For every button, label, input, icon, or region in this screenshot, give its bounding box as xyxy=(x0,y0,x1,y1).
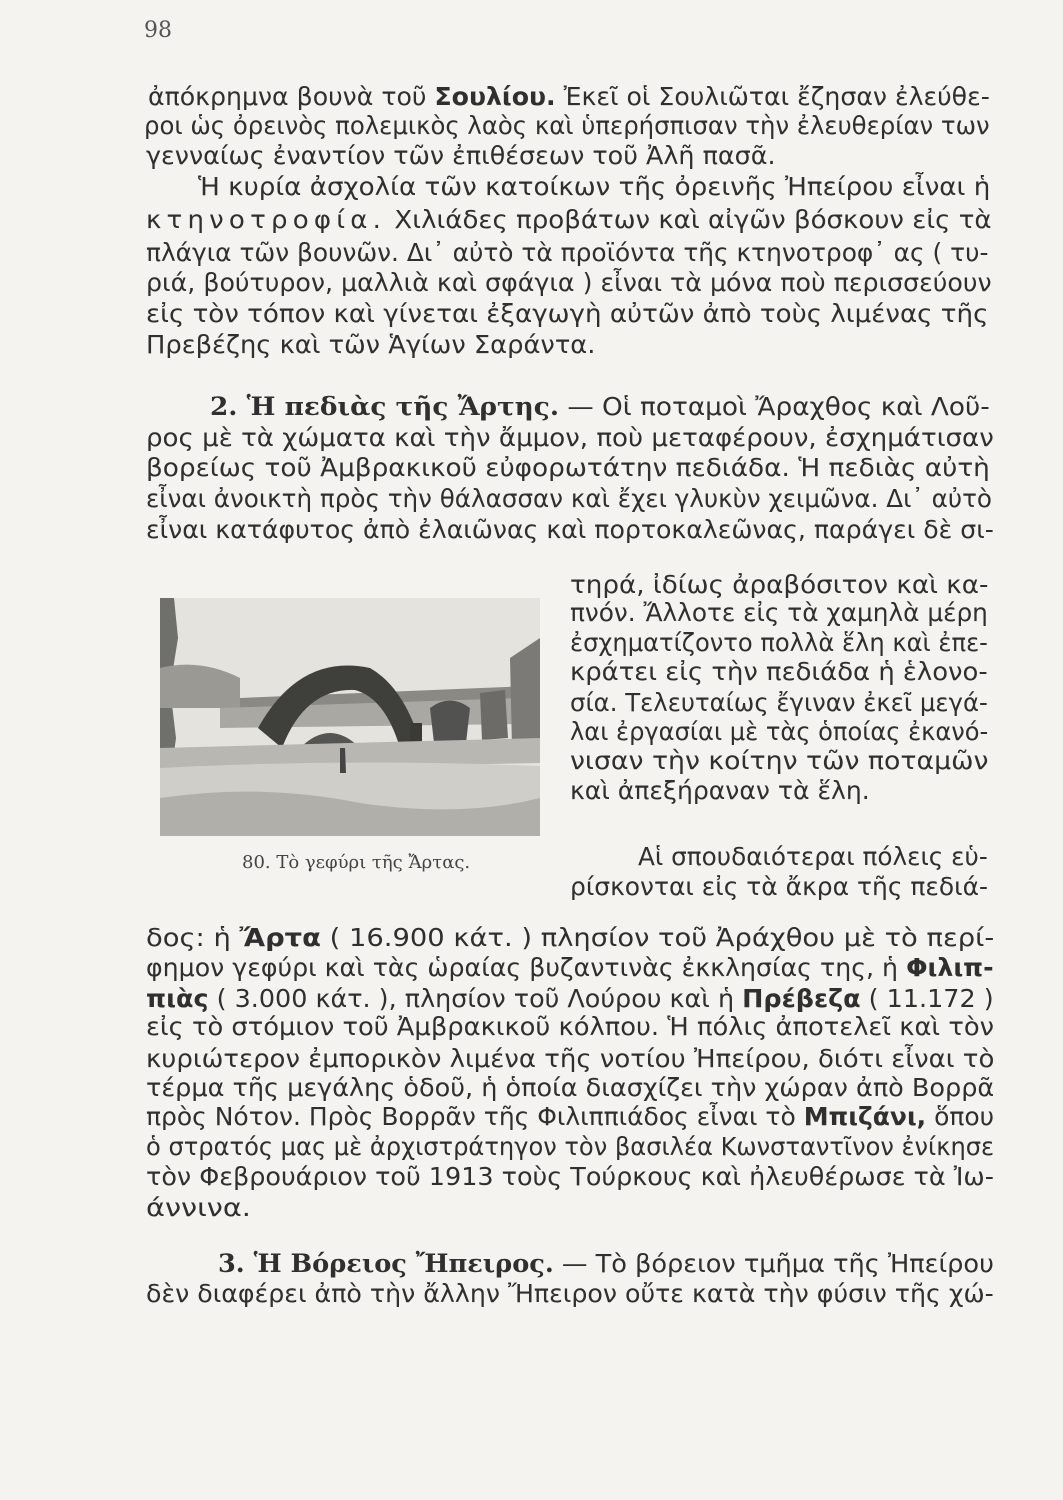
section-heading: 3. Ἡ Βόρειος Ἤπειρος. xyxy=(218,1249,554,1278)
text-run: κυριώτερον ἐμπορικὸν λιμένα τῆς νοτίου Ἠπείρου, διότι εἶναι τὸ xyxy=(146,1044,995,1073)
text-line xyxy=(570,746,988,776)
text-run: σία. Τελευταίως ἔγιναν ἐκεῖ μεγά- xyxy=(570,688,988,717)
text-line xyxy=(570,688,988,718)
text-line xyxy=(146,953,994,983)
text-run: κράτει εἰς τὴν πεδιάδα ἡ ἑλονο- xyxy=(570,657,988,686)
text-run: ὁ στρατός μας μὲ ἀρχιστράτηγον τὸν βασιλέα Κωνσταντῖνον ἐνίκησε xyxy=(146,1132,995,1161)
text-run: καὶ ἀπεξήραναν τὰ ἕλη. xyxy=(570,776,870,805)
text-line xyxy=(146,1044,994,1074)
text-line xyxy=(570,598,988,628)
bridge-photo xyxy=(160,598,540,836)
text-run: — Οἱ ποταμοὶ Ἄραχθος καὶ Λοῦ- xyxy=(559,392,990,421)
text-line xyxy=(146,330,595,360)
text-run: ( 11.172 ) xyxy=(860,984,994,1013)
page-number: 98 xyxy=(144,18,172,43)
text-run: ( 3.000 κάτ. ), πλησίον τοῦ Λούρου καὶ ἡ xyxy=(208,984,743,1013)
text-line xyxy=(146,299,988,329)
text-run: εἶναι κατάφυτος ἀπὸ ἐλαιῶνας καὶ πορτοκαλεῶνας, παράγει δὲ σι- xyxy=(146,515,994,544)
text-run: ἀπόκρημνα βουνὰ τοῦ xyxy=(148,82,435,111)
text-line xyxy=(570,872,988,902)
text-line xyxy=(570,657,988,687)
text-run: πλάγια τῶν βουνῶν. Δι᾽ αὐτὸ τὰ προϊόντα τῆς κτηνοτροφ᾽ ας ( τυ- xyxy=(146,238,989,267)
text-run: τηρά, ἰδίως ἀραβόσιτον καὶ κα- xyxy=(570,570,989,599)
text-line xyxy=(146,1073,994,1103)
text-line xyxy=(146,1279,994,1309)
text-run: λαι ἐργασίαι μὲ τὰς ὁποίας ἐκανό- xyxy=(570,717,989,746)
text-line xyxy=(146,1102,994,1132)
text-line xyxy=(144,111,990,141)
bold-term: Φιλιπ- xyxy=(906,953,994,982)
text-line xyxy=(146,984,994,1014)
text-run: εἰς τὸ στόμιον τοῦ Ἀμβρακικοῦ κόλπου. Ἡ πόλις ἀποτελεῖ καὶ τὸν xyxy=(146,1012,995,1041)
bridge-icon xyxy=(160,598,540,836)
text-line xyxy=(148,82,990,112)
text-run: τὸν Φεβρουάριον τοῦ 1913 τοὺς Τούρκους καὶ ἠλευθέρωσε τὰ Ἰω- xyxy=(146,1162,994,1191)
text-line xyxy=(146,484,992,514)
text-run: άννινα. xyxy=(146,1193,251,1222)
text-run: βορείως τοῦ Ἀμβρακικοῦ εὐφορωτάτην πεδιάδα. Ἡ πεδιὰς αὐτὴ xyxy=(146,453,990,482)
text-run: Ἐκεῖ οἱ Σουλιῶται ἔζησαν ἐλεύθε- xyxy=(555,82,990,111)
text-run: ρος μὲ τὰ χώματα καὶ τὴν ἄμμον, ποὺ μεταφέρουν, ἐσχημάτισαν xyxy=(146,423,994,452)
figure-caption: 80. Τὸ γεφύρι τῆς Ἄρτας. xyxy=(242,852,471,873)
bold-term: Μπιζάνι, xyxy=(803,1102,927,1131)
text-run: τέρμα τῆς μεγάλης ὁδοῦ, ἡ ὁποία διασχίζει τὴν χώραν ἀπὸ Βορρᾶ xyxy=(146,1073,995,1102)
text-line xyxy=(570,628,988,658)
text-line xyxy=(570,570,988,600)
text-line xyxy=(146,1162,994,1192)
text-line xyxy=(146,453,990,483)
text-run: πρὸς Νότον. Πρὸς Βορρᾶν τῆς Φιλιππιάδος εἶναι τὸ xyxy=(146,1102,804,1131)
text-run: Ἡ κυρία ἀσχολία τῶν κατοίκων τῆς ὀρεινῆς Ἠπείρου εἶναι ἡ xyxy=(198,172,991,201)
text-line xyxy=(146,923,994,953)
text-line xyxy=(146,1012,994,1042)
text-line xyxy=(218,1249,994,1279)
text-line xyxy=(198,172,990,202)
text-line xyxy=(146,268,992,298)
text-run: ροι ὡς ὀρεινὸς πολεμικὸς λαὸς καὶ ὑπερήσπισαν τὴν ἐλευθερίαν των xyxy=(144,111,990,140)
bold-term: Σουλίου. xyxy=(434,82,556,111)
text-line xyxy=(570,776,870,806)
text-run: — Τὸ βόρειον τμῆμα τῆς Ἠπείρου xyxy=(553,1249,994,1278)
text-line xyxy=(146,515,994,545)
text-run: εἰς τὸν τόπον καὶ γίνεται ἐξαγωγὴ αὐτῶν ἀπὸ τοὺς λιμένας τῆς xyxy=(146,299,989,328)
text-run: κτηνοτροφία. xyxy=(146,205,387,234)
text-line xyxy=(146,141,776,171)
text-run: ἐσχηματίζοντο πολλὰ ἕλη καὶ ἐπε- xyxy=(570,628,988,657)
text-run: ρίσκονται εἰς τὰ ἄκρα τῆς πεδιά- xyxy=(570,872,989,901)
section-heading: 2. Ἡ πεδιὰς τῆς Ἄρτης. xyxy=(210,392,560,421)
text-line xyxy=(146,1193,251,1223)
text-line xyxy=(570,717,988,747)
text-run: ριά, βούτυρον, μαλλιὰ καὶ σφάγια ) εἶναι τὰ μόνα ποὺ περισσεύουν xyxy=(146,268,992,297)
bold-term: Ἄρτα xyxy=(239,923,321,952)
text-run: Πρεβέζης καὶ τῶν Ἁγίων Σαράντα. xyxy=(146,330,596,359)
text-line xyxy=(146,423,994,453)
text-run: πνόν. Ἄλλοτε εἰς τὰ χαμηλὰ μέρη xyxy=(570,598,988,627)
text-run: εἶναι ἀνοικτὴ πρὸς τὴν θάλασσαν καὶ ἔχει γλυκὺν χειμῶνα. Δι᾽ αὐτὸ xyxy=(146,484,992,513)
bold-term: πιὰς xyxy=(146,984,209,1013)
bold-term: Πρέβεζα xyxy=(742,984,861,1013)
text-line xyxy=(210,392,990,422)
text-run: ὅπου xyxy=(926,1102,995,1131)
text-run: Αἱ σπουδαιότεραι πόλεις εὑ- xyxy=(638,842,988,871)
text-line xyxy=(146,205,992,235)
text-run: ( 16.900 κάτ. ) πλησίον τοῦ Ἀράχθου μὲ τὸ περί- xyxy=(320,923,995,952)
text-run: δος: ἡ xyxy=(146,923,240,952)
text-run: φημον γεφύρι καὶ τὰς ὡραίας βυζαντινὰς ἐκκλησίας της, ἡ xyxy=(146,953,907,982)
text-run: νισαν τὴν κοίτην τῶν ποταμῶν xyxy=(570,746,989,775)
text-line xyxy=(146,238,988,268)
text-run: δὲν διαφέρει ἀπὸ τὴν ἄλλην Ἤπειρον οὔτε κατὰ τὴν φύσιν τῆς χώ- xyxy=(146,1279,994,1308)
text-line xyxy=(638,842,988,872)
text-line xyxy=(146,1132,994,1162)
text-run: Χιλιάδες προβάτων καὶ αἰγῶν βόσκουν εἰς τὰ xyxy=(386,205,992,234)
text-run: γενναίως ἐναντίον τῶν ἐπιθέσεων τοῦ Ἀλῆ πασᾶ. xyxy=(146,141,776,170)
